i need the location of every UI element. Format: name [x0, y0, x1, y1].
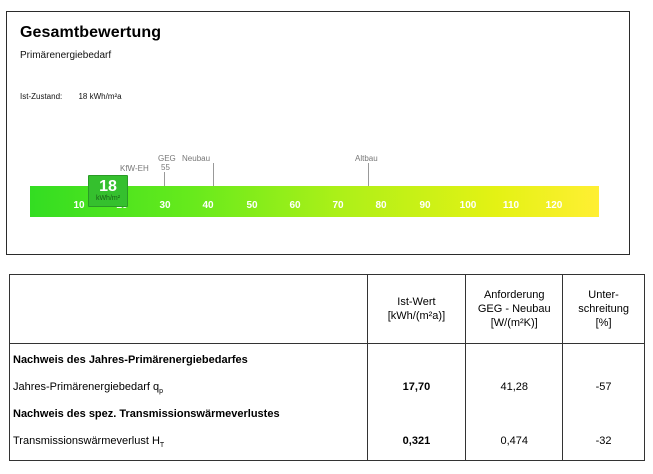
- unterschreitung-value: -57: [595, 381, 612, 393]
- row-label: [13, 372, 364, 402]
- scale-tick: 10: [73, 200, 85, 211]
- scale-tick: 60: [289, 200, 301, 211]
- scale-tick: 100: [459, 200, 477, 211]
- ref-label-altbau: [355, 155, 378, 163]
- status-row: [20, 92, 122, 101]
- scale-tick: 90: [419, 200, 431, 211]
- ist-value-cell: [367, 344, 466, 461]
- row-label-subscript: p: [159, 388, 164, 396]
- results-table: [9, 274, 645, 461]
- header-ist: [367, 275, 466, 344]
- scale-tick: 120: [545, 200, 563, 211]
- anforderung-value: 41,28: [500, 381, 528, 393]
- header-anf-line2: GEG - Neubau: [477, 303, 551, 315]
- anforderung-value-cell: [466, 344, 563, 461]
- header-ist-line1: Ist-Wert: [397, 296, 436, 308]
- scale-tick: 30: [159, 200, 171, 211]
- panel-subtitle: Primärenergiebedarf: [20, 50, 112, 61]
- current-value-marker: [88, 175, 128, 207]
- row-label-text: Transmissionswärmeverlust H: [13, 435, 160, 447]
- ref-label-kfw-name: KfW-EH: [120, 164, 149, 173]
- scale-tick: 80: [375, 200, 387, 211]
- marker-value: 18: [99, 178, 117, 195]
- table-header-row: [10, 275, 645, 344]
- table-row: [10, 344, 645, 461]
- ref-label-geg-value: [161, 164, 170, 172]
- status-value: 18 kWh/m²a: [78, 92, 122, 101]
- row-label-text: Jahres-Primärenergiebedarf q: [13, 381, 160, 393]
- ref-label-geg-number: 55: [161, 163, 170, 172]
- header-anforderung: [466, 275, 563, 344]
- ref-label-neubau-name: Neubau: [182, 154, 211, 163]
- panel-title: Gesamtbewertung: [20, 24, 162, 41]
- row-label: [13, 426, 364, 456]
- ist-value: 17,70: [402, 381, 431, 393]
- marker-unit: kWh/m²: [95, 195, 121, 202]
- header-label-cell: [10, 275, 368, 344]
- ref-label-altbau-name: Altbau: [355, 154, 378, 163]
- header-unterschreitung: [563, 275, 645, 344]
- section-heading: Nachweis des Jahres-Primärenergiebedarfes: [13, 354, 248, 366]
- unterschreitung-value-cell: [563, 344, 645, 461]
- anforderung-value: 0,474: [500, 435, 528, 447]
- ist-value: 0,321: [402, 435, 431, 447]
- header-anf-line1: Anforderung: [483, 289, 545, 301]
- ref-label-geg-name: GEG: [158, 154, 176, 163]
- header-unter-line3: [%]: [595, 317, 612, 329]
- header-anf-line3: [W/(m²K)]: [490, 317, 538, 329]
- scale-tick: 40: [202, 200, 214, 211]
- scale-tick: 70: [332, 200, 344, 211]
- status-label: Ist-Zustand:: [20, 92, 63, 101]
- row-label-subscript: T: [159, 442, 165, 450]
- header-ist-line2: [kWh/(m²a)]: [387, 310, 446, 322]
- unterschreitung-value: -32: [595, 435, 612, 447]
- header-unter-line2: schreitung: [578, 303, 629, 315]
- header-unter-line1: Unter-: [588, 289, 619, 301]
- energy-overview-panel: [6, 11, 630, 255]
- scale-tick: 110: [502, 200, 520, 211]
- scale-tick: 50: [246, 200, 258, 211]
- section-heading: Nachweis des spez. Transmissionswärmeverlustes: [13, 408, 280, 420]
- row-label-cell: [10, 344, 368, 461]
- ref-label-kfw: [120, 165, 149, 173]
- ref-label-geg: [158, 155, 210, 163]
